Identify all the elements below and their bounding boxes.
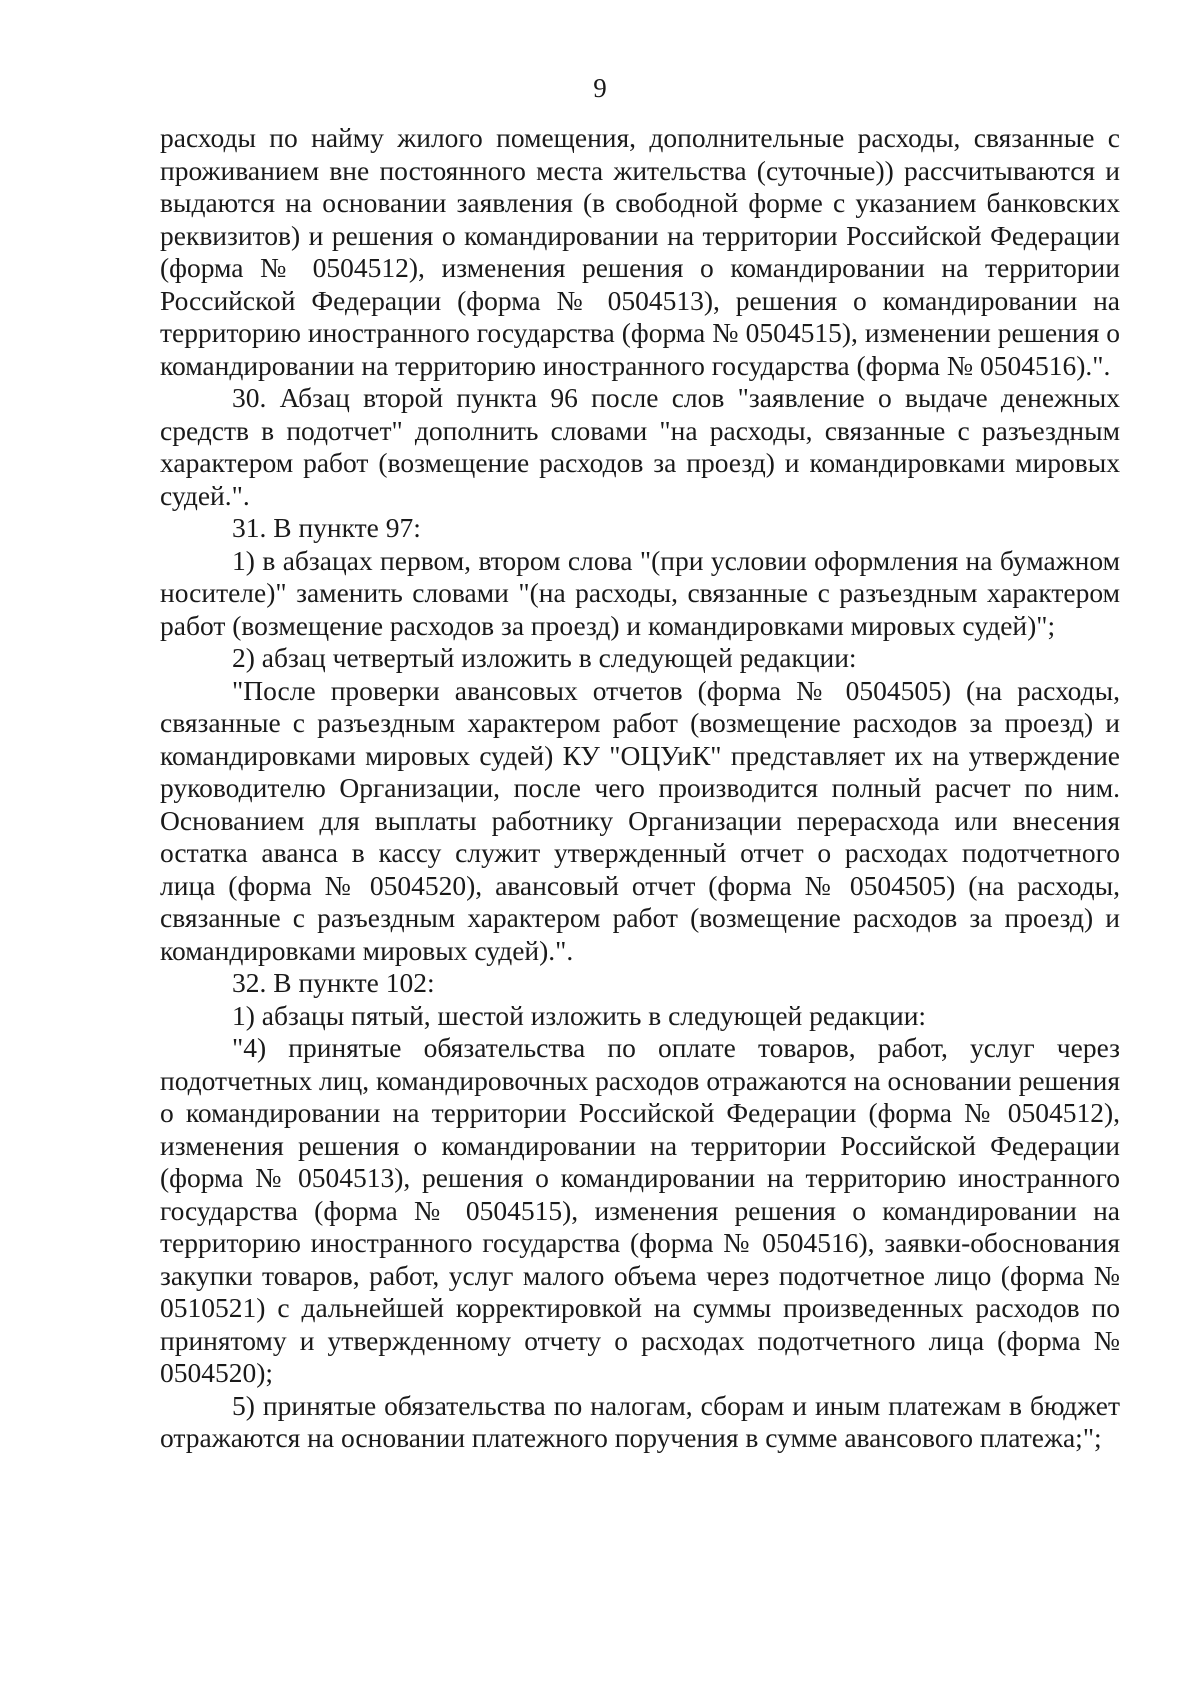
paragraph-item-32: 32. В пункте 102: [232, 967, 435, 998]
page-number: 9 [593, 73, 607, 103]
paragraph-item-30: 30. Абзац второй пункта 96 после слов "заявление о выдаче денежных средств в подотчет" дополнить словами "на расходы, связанные с разъездным характером работ (возмещение расходов за проезд) и командировками мировых судей.". [160, 382, 1120, 511]
document-body [160, 122, 1120, 1455]
paragraph-item-31: 31. В пункте 97: [232, 512, 421, 543]
paragraph-quote-item-5: 5) принятые обязательства по налогам, сборам и иным платежам в бюджет отражаются на основании платежного поручения в сумме авансового платежа;"; [160, 1389, 1120, 1453]
paragraph-item-32-1: 1) абзацы пятый, шестой изложить в следующей редакции: [232, 999, 927, 1031]
paragraph-quote-item-4: "4) принятые обязательства по оплате товаров, работ, услуг через подотчетных лиц, командировочных расходов отражаются на основании решения о командировании на территории Российской Федерации (форма № 0504512), изменения решения о командировании на территории Российской Федерации (форма № 0504513), решения о командировании на территорию иностранного государства (форма № 0504515), изменения решения о командировании на территорию иностранного государства (форма № 0504516), заявки-обоснования закупки товаров, работ, услуг малого объема через подотчетное лицо (форма № 0510521) с дальнейшей корректировкой на суммы произведенных расходов по принятому и утвержденному отчету о расходах подотчетного лица (форма № 0504520); [160, 1032, 1120, 1388]
paragraph-continuation: расходы по найму жилого помещения, дополнительные расходы, связанные с проживанием вне постоянного места жительства (суточные)) рассчитываются и выдаются на основании заявления (в свободной форме с указанием банковских реквизитов) и решения о командировании на территории Российской Федерации (форма № 0504512), изменения решения о командировании на территории Российской Федерации (форма № 0504513), решения о командировании на территорию иностранного государства (форма № 0504515), изменении решения о командировании на территорию иностранного государства (форма № 0504516).". [160, 122, 1120, 381]
paragraph-item-31-2: 2) абзац четвертый изложить в следующей редакции: [232, 642, 857, 673]
paragraph-quote-advance-reports: "После проверки авансовых отчетов (форма № 0504505) (на расходы, связанные с разъездным характером работ (возмещение расходов за проезд) и командировками мировых судей) КУ "ОЦУиК" представляет их на утверждение руководителю Организации, после чего производится полный расчет по ним. Основанием для выплаты работнику Организации перерасхода или внесения остатка аванса в кассу служит утвержденный отчет о расходах подотчетного лица (форма № 0504520), авансовый отчет (форма № 0504505) (на расходы, связанные с разъездным характером работ (возмещение расходов за проезд) и командировками мировых судей).". [160, 674, 1120, 966]
paragraph-item-31-1: 1) в абзацах первом, втором слова "(при условии оформления на бумажном носителе)" заменить словами "(на расходы, связанные с разъездным характером работ (возмещение расходов за проезд) и командировками мировых судей)"; [160, 544, 1120, 641]
